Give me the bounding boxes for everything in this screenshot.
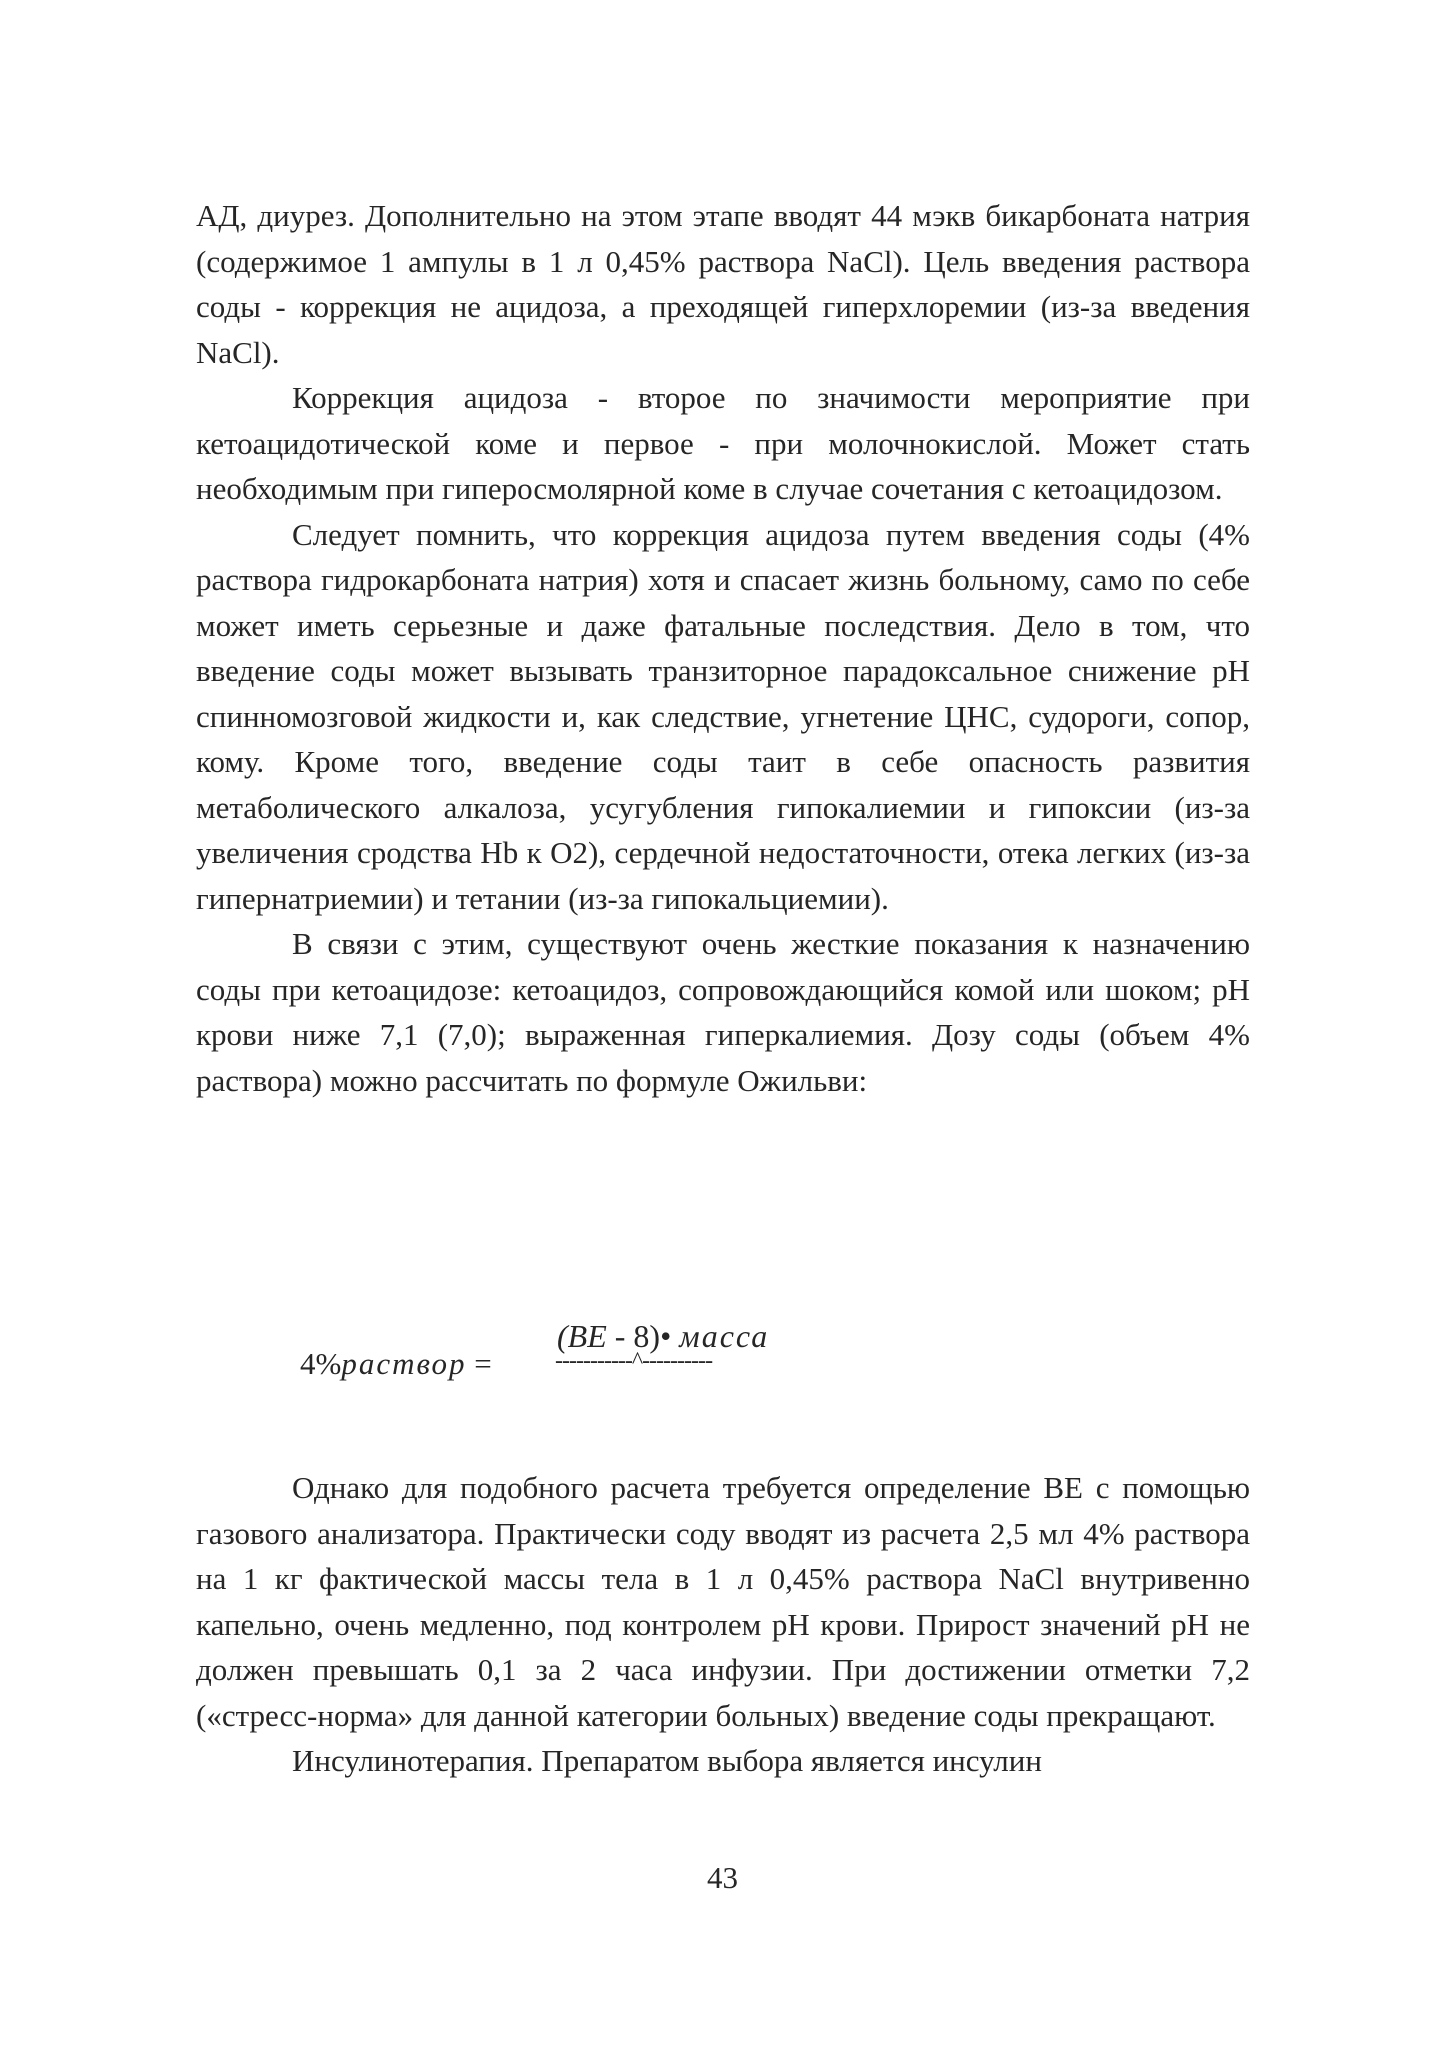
formula-lhs-prefix: 4% — [300, 1346, 342, 1381]
paragraph: Следует помнить, что коррекция ацидоза путем введения соды (4% раствора гидрокарбоната натрия) хотя и спасает жизнь больному, само по себе может иметь серьезные и даже фатальные последствия. Дело в том, что введение соды может вызывать транзиторное парадоксальное снижение pH спинномозговой жидкости и, как следствие, угнетение ЦНС, судороги, сопор, кому. Кроме того, введение соды таит в себе опасность развития метаболического алкалоза, усугубления гипокалиемии и гипоксии (из-за увеличения сродства Hb к O2), сердечной недостаточности, отека легких (из-за гипернатриемии) и тетании (из-за гипокальциемии). — [196, 516, 1250, 916]
paragraph: Инсулинотерапия. Препаратом выбора является инсулин — [292, 1743, 1042, 1778]
body-text-top — [196, 193, 1250, 1103]
paragraph: Коррекция ацидоза - второе по значимости мероприятие при кетоацидотической коме и первое - при молочнокислой. Может стать необходимым при гиперосмолярной коме в случае сочетания с кетоацидозом. — [196, 380, 1250, 506]
formula-equals: = — [474, 1346, 492, 1381]
body-text-bottom — [196, 1465, 1250, 1784]
page-number: 43 — [707, 1860, 738, 1895]
formula-be: (BE — [557, 1318, 607, 1354]
formula-lhs-variable: раствор — [341, 1346, 467, 1381]
formula-multiply-dot: • — [660, 1318, 672, 1354]
paragraph: В связи с этим, существуют очень жесткие показания к назначению соды при кетоацидозе: кетоацидоз, сопровождающийся комой или шоком; pH крови ниже 7,1 (7,0); выраженная гиперкалиемия. Дозу соды (объем 4% раствора) можно рассчитать по формуле Ожильви: — [196, 926, 1250, 1098]
paragraph: Однако для подобного расчета требуется определение BE с помощью газового анализатора. Практически соду вводят из расчета 2,5 мл 4% раствора на 1 кг фактической массы тела в 1 л 0,45% раствора NaCl внутривенно капельно, очень медленно, под контролем pH крови. Прирост значений pH не должен превышать 0,1 за 2 часа инфузии. При достижении отметки 7,2 («стресс-норма» для данной категории больных) введение соды прекращают. — [196, 1470, 1250, 1733]
ogilvie-formula — [300, 1318, 860, 1398]
paragraph: АД, диурез. Дополнительно на этом этапе вводят 44 мэкв бикарбоната натрия (содержимое 1 ампулы в 1 л 0,45% раствора NaCl). Цель введения раствора соды - коррекция не ацидоза, а преходящей гиперхлоремии (из-за введения NaCl). — [196, 198, 1250, 370]
formula-fraction-bar: -----------^---------- — [555, 1348, 713, 1374]
formula-minus-eight: - 8) — [614, 1318, 661, 1354]
formula-lhs — [300, 1346, 492, 1382]
formula-mass: масса — [679, 1318, 770, 1354]
